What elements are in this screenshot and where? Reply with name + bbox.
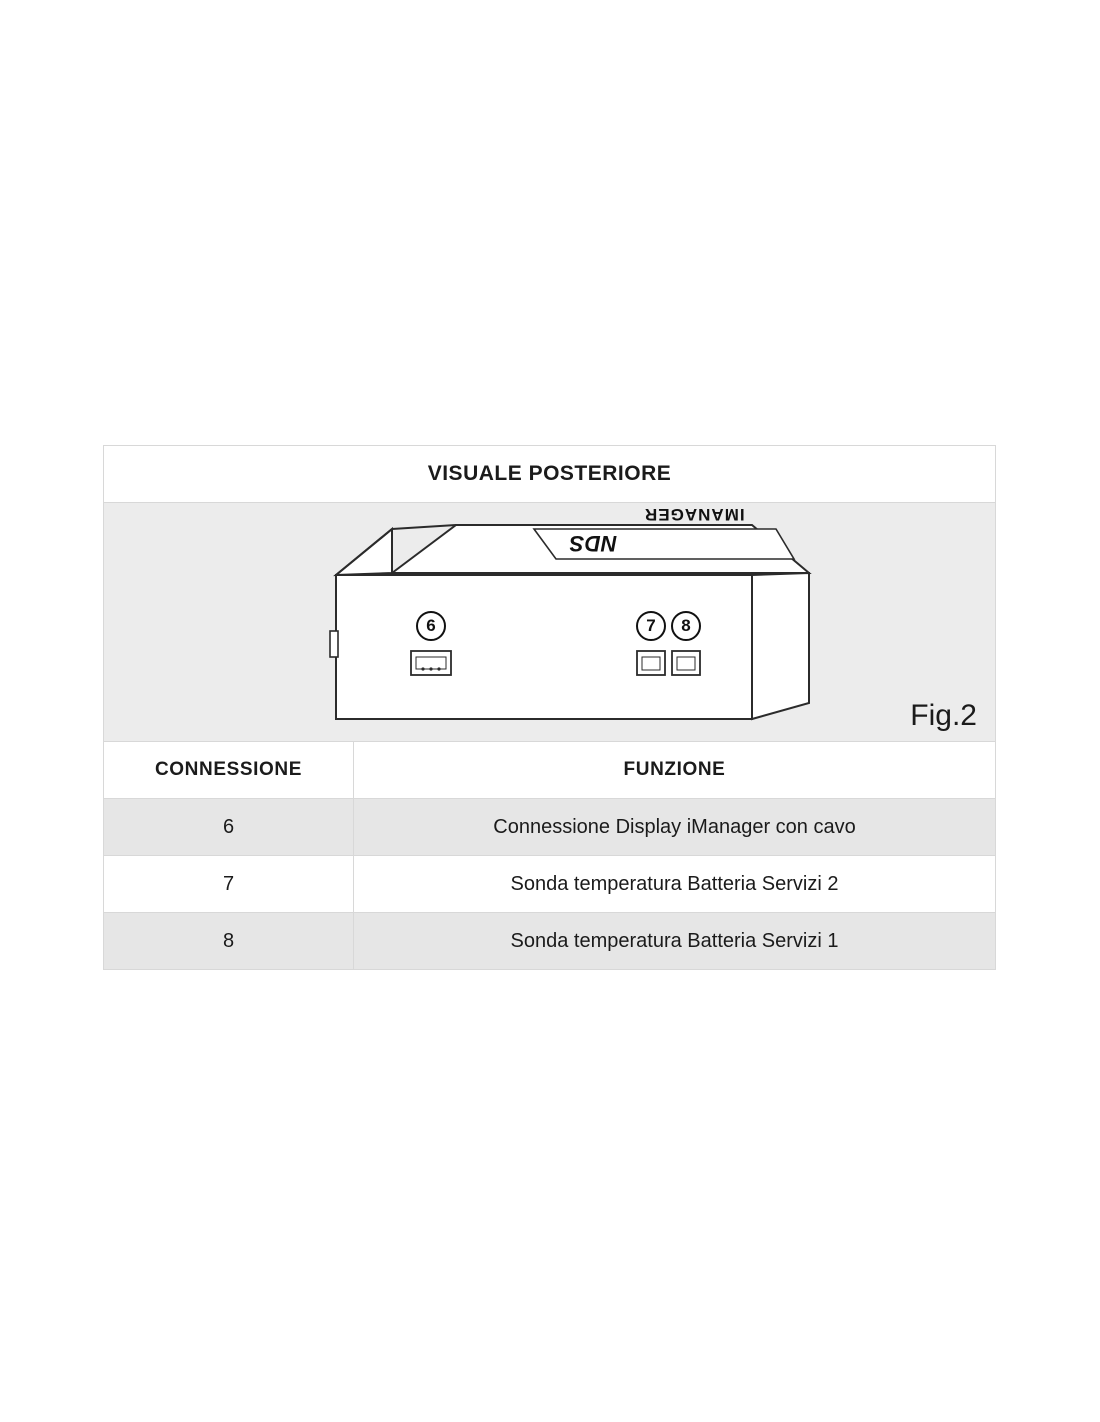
figure-number-label: Fig.2 [910,699,977,732]
figure-table-block [103,445,996,970]
cell-connection: 7 [104,856,354,912]
device-model-label: IMANAGER [644,505,745,524]
table-header-row [104,742,995,799]
column-header-funzione: FUNZIONE [623,759,726,780]
device-brand-label: NDS [569,531,617,556]
cell-function: Connessione Display iManager con cavo [493,815,856,838]
figure-illustration-area [104,503,995,742]
cell-function: Sonda temperatura Batteria Servizi 2 [510,872,839,895]
callout-badge-6: 6 [416,611,446,641]
callout-badge-7: 7 [636,611,666,641]
table-row [104,856,995,913]
device-drawing [104,503,995,741]
cell-function: Sonda temperatura Batteria Servizi 1 [510,929,839,952]
figure-title-row [104,446,995,503]
cell-connection: 8 [104,913,354,969]
table-row [104,799,995,856]
table-row [104,913,995,969]
page-title: VISUALE POSTERIORE [427,462,672,485]
callout-badge-8: 8 [671,611,701,641]
cell-connection: 6 [104,799,354,855]
column-header-connessione: CONNESSIONE [104,742,354,798]
